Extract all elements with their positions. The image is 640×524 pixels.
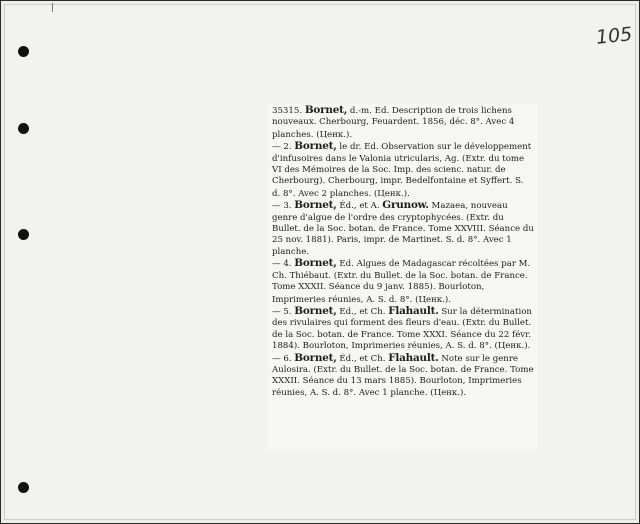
punch-hole-4 bbox=[18, 482, 29, 493]
punch-hole-3 bbox=[18, 229, 29, 240]
entry-6: — 6. Bornet, Éd., et Ch. Flahault. Note sur le genre Aulosira. (Extr. du Bullet. de la Soc. botan. de France. Tome XXXII. Séance du 13 mars 1885). Bourloton, Imprimeries réunies, A. S. d. 8°. Avec 1 planche. (Ценк.). bbox=[272, 351, 534, 398]
author-name: Bornet, bbox=[294, 140, 337, 153]
entry-5: — 5. Bornet, Ed., et Ch. Flahault. Sur la détermination des rivulaires qui forment des fleurs d'eau. (Extr. du Bullet. de la Soc. botan. de France. Tome XXXI. Séance du 22 févr. 1884). Bourloton, Imprimeries réunies, A. S. d. 8°. (Ценк.). bbox=[272, 304, 532, 352]
top-tick-mark bbox=[52, 3, 53, 12]
author-name: Bornet, bbox=[294, 257, 337, 270]
handwritten-folio-number: 105 bbox=[594, 23, 634, 49]
author-name: Bornet, bbox=[294, 304, 337, 317]
author-name: Bornet, bbox=[294, 351, 337, 364]
coauthor-name: Grunow. bbox=[382, 199, 429, 212]
coauthor-name: Flahault. bbox=[388, 304, 439, 317]
entry-2: — 2. Bornet, le dr. Ed. Observation sur le développement d'infusoires dans le Valonia utricularis, Ag. (Extr. du tome VI des Mémoires de la Soc. Imp. des scienc. natur. de Cherbourg). Cherbourg, impr. Bedelfontaine et Syffert. S. d. 8°. Avec 2 planches. (Ценк.). bbox=[272, 140, 532, 199]
entry-4: — 4. Bornet, Ed. Algues de Madagascar récoltées par M. Ch. Thiébaut. (Extr. du Bullet. de la Soc. botan. de France. Tome XXXII. Séance du 9 janv. 1885). Bourloton, Imprimeries réunies, A. S. d. 8°. (Ценк.). bbox=[272, 257, 531, 305]
coauthor-name: Flahault. bbox=[388, 351, 439, 364]
author-name: Bornet, bbox=[304, 104, 348, 116]
entries-block bbox=[272, 105, 534, 399]
author-name: Bornet, bbox=[294, 199, 337, 212]
entry-1: 35315. Bornet, d.-m. Ed. Description de trois lichens nouveaux. Cherbourg, Feuardent. 1856, déc. 8°. Avec 4 planches. (Ценк.). bbox=[272, 104, 515, 140]
punch-hole-1 bbox=[18, 46, 29, 57]
punch-hole-2 bbox=[18, 123, 29, 134]
entry-3: — 3. Bornet, Éd., et A. Grunow. Mazaea, nouveau genre d'algue de l'ordre des cryptophycées. (Extr. du Bullet. de la Soc. botan. de France. Tome XXVIII. Séance du 25 nov. 1881). Paris, impr. de Martinet. S. d. 8°. Avec 1 planche. bbox=[272, 199, 534, 257]
